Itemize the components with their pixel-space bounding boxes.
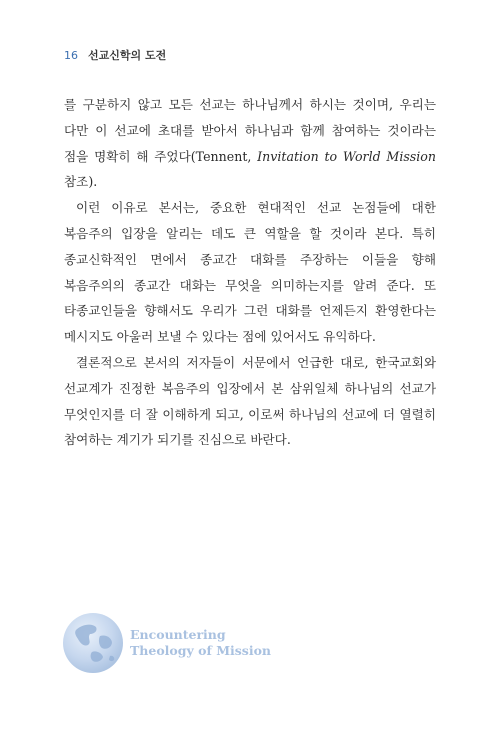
body-text: [64, 92, 436, 453]
paragraph-1-tail: 참조).: [64, 174, 98, 190]
paragraph-1: [64, 92, 436, 195]
paragraph-3: 결론적으로 본서의 저자들이 서문에서 언급한 대로, 한국교회와 선교계가 진정한 복음주의 입장에서 본 삼위일체 하나님의 선교가 무엇인지를 더 잘 이해하게 되고, 이로써 하나님의 선교에 더 열렬히 참여하는 계기가 되기를 진심으로 바란다.: [64, 354, 436, 448]
series-logo: [62, 612, 271, 674]
logo-text: [130, 627, 271, 659]
logo-line-2: Theology of Mission: [130, 643, 272, 658]
running-title: 선교신학의 도전: [88, 49, 167, 62]
running-header: [64, 47, 166, 63]
book-title-italic: Invitation to World Mission: [257, 148, 436, 164]
paragraph-1-text: 를 구분하지 않고 모든 선교는 하나님께서 하시는 것이며, 우리는 다만 이 선교에 초대를 받아서 하나님과 함께 참여하는 것이라는 점을 명확히 해 주었다(Tennent,: [64, 97, 436, 164]
paragraph-2: 이런 이유로 본서는, 중요한 현대적인 선교 논점들에 대한 복음주의 입장을 알리는 데도 큰 역할을 할 것이라 본다. 특히 종교신학적인 면에서 종교간 대화를 주장하는 이들을 향해 복음주의의 종교간 대화는 무엇을 의미하는지를 알려 준다. 또 타종교인들을 향해서도 우리가 그런 대화를 언제든지 환영한다는 메시지도 아울러 보낼 수 있다는 점에 있어서도 유익하다.: [64, 200, 436, 345]
page-number: 16: [64, 49, 78, 62]
logo-line-1: Encountering: [130, 627, 226, 642]
globe-icon: [62, 612, 124, 674]
